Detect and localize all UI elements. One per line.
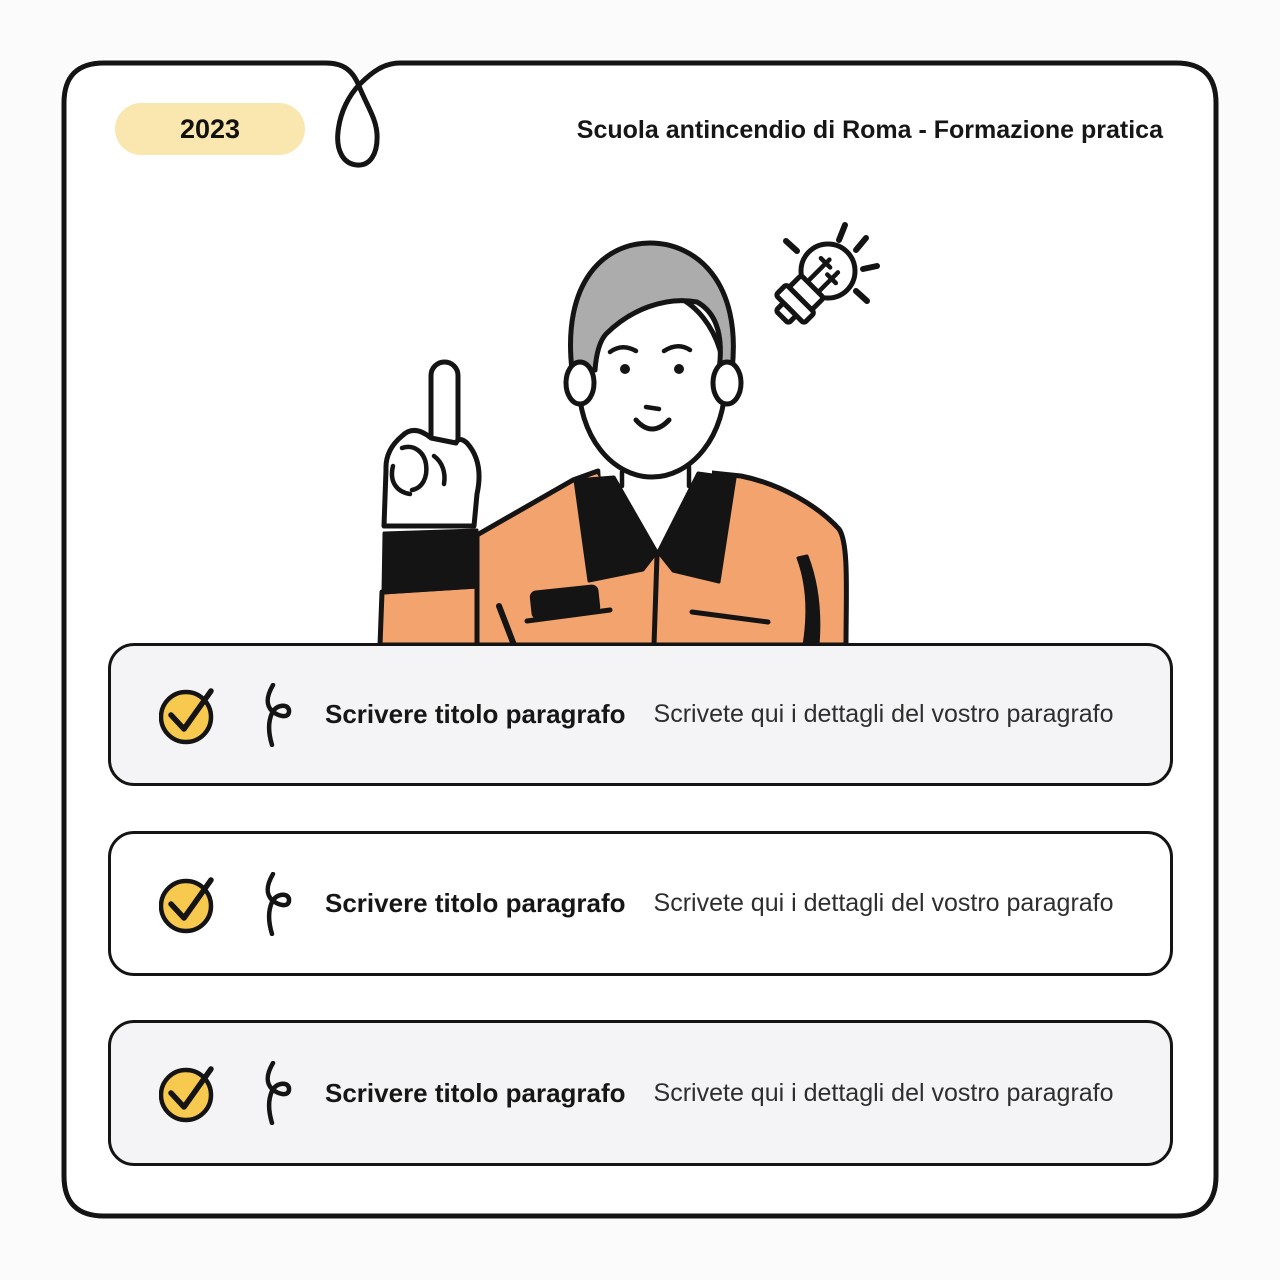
row-detail: Scrivete qui i dettagli del vostro paragrafo (653, 1078, 1114, 1107)
year-badge-label: 2023 (179, 113, 241, 144)
instructor-illustration (360, 215, 890, 647)
paragraph-row (108, 1020, 1173, 1166)
year-badge (115, 103, 305, 155)
jacket-placket (654, 556, 657, 645)
paragraph-row (108, 643, 1173, 786)
row-title: Scrivere titolo paragrafo (325, 699, 626, 729)
left-ear (566, 362, 594, 404)
row-detail: Scrivete qui i dettagli del vostro paragrafo (653, 700, 1114, 728)
instructor-head (566, 243, 741, 477)
row-detail: Scrivete qui i dettagli del vostro paragrafo (653, 889, 1114, 917)
left-eye (620, 364, 630, 374)
row-title: Scrivere titolo paragrafo (325, 1077, 626, 1108)
check-circle-icon (159, 1055, 219, 1123)
page-title: Scuola antincendio di Roma - Formazione pratica (576, 116, 1163, 144)
right-ear (713, 362, 741, 404)
squiggle-divider-icon (263, 872, 295, 936)
squiggle-divider-icon (263, 683, 295, 747)
lightbulb-icon (768, 225, 877, 331)
row-title: Scrivere titolo paragrafo (325, 888, 626, 918)
fist (384, 430, 479, 526)
cuff (383, 530, 477, 593)
right-eye (674, 364, 684, 374)
check-circle-icon (159, 677, 219, 745)
paragraph-row (108, 831, 1173, 976)
squiggle-divider-icon (263, 1061, 295, 1125)
nose (646, 407, 659, 409)
check-circle-icon (159, 866, 219, 934)
raised-arm (380, 362, 479, 645)
